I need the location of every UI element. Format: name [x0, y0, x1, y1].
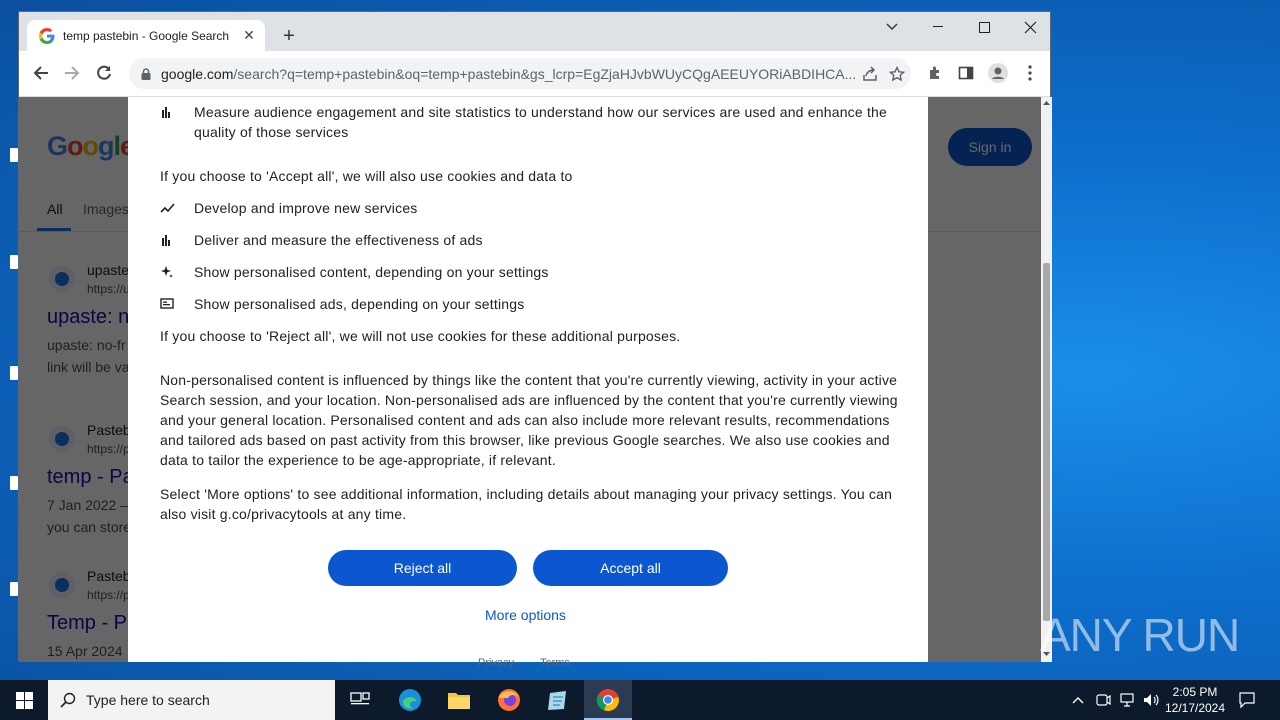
- cookie-consent-dialog: [128, 97, 928, 669]
- info-paragraph: Non-personalised content is influenced by things like the content that you're currently viewing, activity in your active Search session, and your location. Non-personalised ads are influenced by the content that you're currently viewing and your general location. Personalised content and ads can also include more relevant results, recommendations and tailored ads based on past activity from this browser, like previous Google searches. We also use cookies and data to tailor the experience to be age-appropriate, if relevant.: [160, 372, 898, 468]
- google-favicon-icon: [39, 28, 55, 44]
- consent-item-text: Deliver and measure the effectiveness of ads: [194, 232, 483, 248]
- desktop-icon[interactable]: [0, 140, 18, 200]
- page-viewport: [19, 97, 1041, 669]
- consent-item: [160, 230, 483, 250]
- bar-chart-icon: [160, 230, 194, 250]
- close-window-button[interactable]: [1007, 12, 1053, 42]
- desktop-icon[interactable]: [0, 570, 18, 630]
- anyrun-watermark: ANY RUN: [1040, 609, 1240, 661]
- minimize-button[interactable]: [915, 12, 961, 42]
- search-placeholder: Type here to search: [86, 692, 210, 708]
- consent-item-text: Develop and improve new services: [194, 200, 418, 216]
- back-button[interactable]: [29, 61, 53, 85]
- bar-chart-icon: [160, 102, 194, 122]
- consent-item: [160, 198, 418, 218]
- consent-item-text: Measure audience engagement and site statistics to understand how our services are used and enhance the quality of those services: [194, 104, 888, 140]
- consent-item-measure: [160, 102, 894, 142]
- address-bar[interactable]: [129, 58, 911, 89]
- consent-item: [160, 294, 524, 314]
- meet-now-icon[interactable]: [1092, 680, 1114, 720]
- maximize-button[interactable]: [961, 12, 1007, 42]
- forward-button[interactable]: [60, 61, 84, 85]
- desktop-icon[interactable]: [0, 340, 18, 400]
- file-explorer-icon[interactable]: [435, 680, 483, 720]
- url-text[interactable]: google.com/search?q=temp+pastebin&oq=temp+pastebin&gs_lcrp=EgZjaHJvbWUyCQgAEEUYORiABDIHCA...: [161, 65, 857, 82]
- page-scrollbar[interactable]: [1041, 97, 1052, 662]
- browser-window: [18, 11, 1051, 669]
- chrome-taskbar-icon[interactable]: [584, 680, 632, 720]
- clock-time: 2:05 PM: [1172, 685, 1218, 699]
- scroll-up-icon[interactable]: [1043, 100, 1050, 105]
- taskbar-search[interactable]: [48, 680, 335, 720]
- search-icon: [60, 692, 76, 708]
- ad-icon: [160, 294, 194, 314]
- task-view-icon[interactable]: [336, 680, 384, 720]
- privacy-link[interactable]: Privacy: [478, 657, 515, 669]
- scrollbar-thumb[interactable]: [1043, 263, 1050, 621]
- tab-title: temp pastebin - Google Search: [63, 28, 230, 43]
- accept-all-button[interactable]: Accept all: [533, 550, 728, 586]
- taskbar-clock[interactable]: [1158, 684, 1232, 716]
- browser-menu-icon[interactable]: [1018, 61, 1042, 85]
- tab-search-icon[interactable]: [869, 12, 915, 42]
- tab-close-icon[interactable]: ✕: [243, 27, 255, 43]
- share-icon[interactable]: [856, 62, 883, 86]
- trend-icon: [160, 198, 194, 218]
- reject-heading: If you choose to 'Reject all', we will not use cookies for these additional purposes.: [160, 328, 681, 344]
- bookmark-star-icon[interactable]: [884, 62, 911, 86]
- profile-avatar[interactable]: [986, 61, 1010, 85]
- clock-date: 12/17/2024: [1164, 701, 1226, 715]
- new-tab-button[interactable]: +: [283, 25, 295, 47]
- lock-icon[interactable]: [139, 67, 153, 81]
- taskbar: [0, 680, 1280, 720]
- terms-link[interactable]: Terms: [540, 657, 570, 669]
- network-icon[interactable]: [1116, 680, 1138, 720]
- tab-strip: [19, 12, 1050, 51]
- edge-icon[interactable]: [386, 680, 434, 720]
- start-button[interactable]: [0, 680, 48, 720]
- more-options-link[interactable]: More options: [485, 607, 566, 623]
- firefox-icon[interactable]: [485, 680, 533, 720]
- notifications-icon[interactable]: [1236, 680, 1258, 720]
- desktop-icon[interactable]: [0, 450, 18, 510]
- consent-item: [160, 262, 549, 282]
- extensions-icon[interactable]: [923, 61, 947, 85]
- accept-heading: If you choose to 'Accept all', we will also use cookies and data to: [160, 168, 573, 184]
- sparkle-icon: [160, 262, 194, 282]
- tray-chevron-icon[interactable]: [1068, 680, 1088, 720]
- browser-tab[interactable]: [27, 20, 265, 51]
- desktop-icon[interactable]: [0, 225, 18, 285]
- notepad-app-icon[interactable]: [534, 680, 582, 720]
- reject-all-button[interactable]: Reject all: [328, 550, 517, 586]
- reload-button[interactable]: [92, 61, 116, 85]
- consent-item-text: Show personalised ads, depending on your settings: [194, 296, 525, 312]
- info-paragraph: Select 'More options' to see additional information, including details about managing your privacy settings. You can also visit g.co/privacytools at any time.: [160, 486, 893, 522]
- side-panel-icon[interactable]: [954, 61, 978, 85]
- consent-item-text: Show personalised content, depending on your settings: [194, 264, 549, 280]
- browser-toolbar: [19, 51, 1050, 97]
